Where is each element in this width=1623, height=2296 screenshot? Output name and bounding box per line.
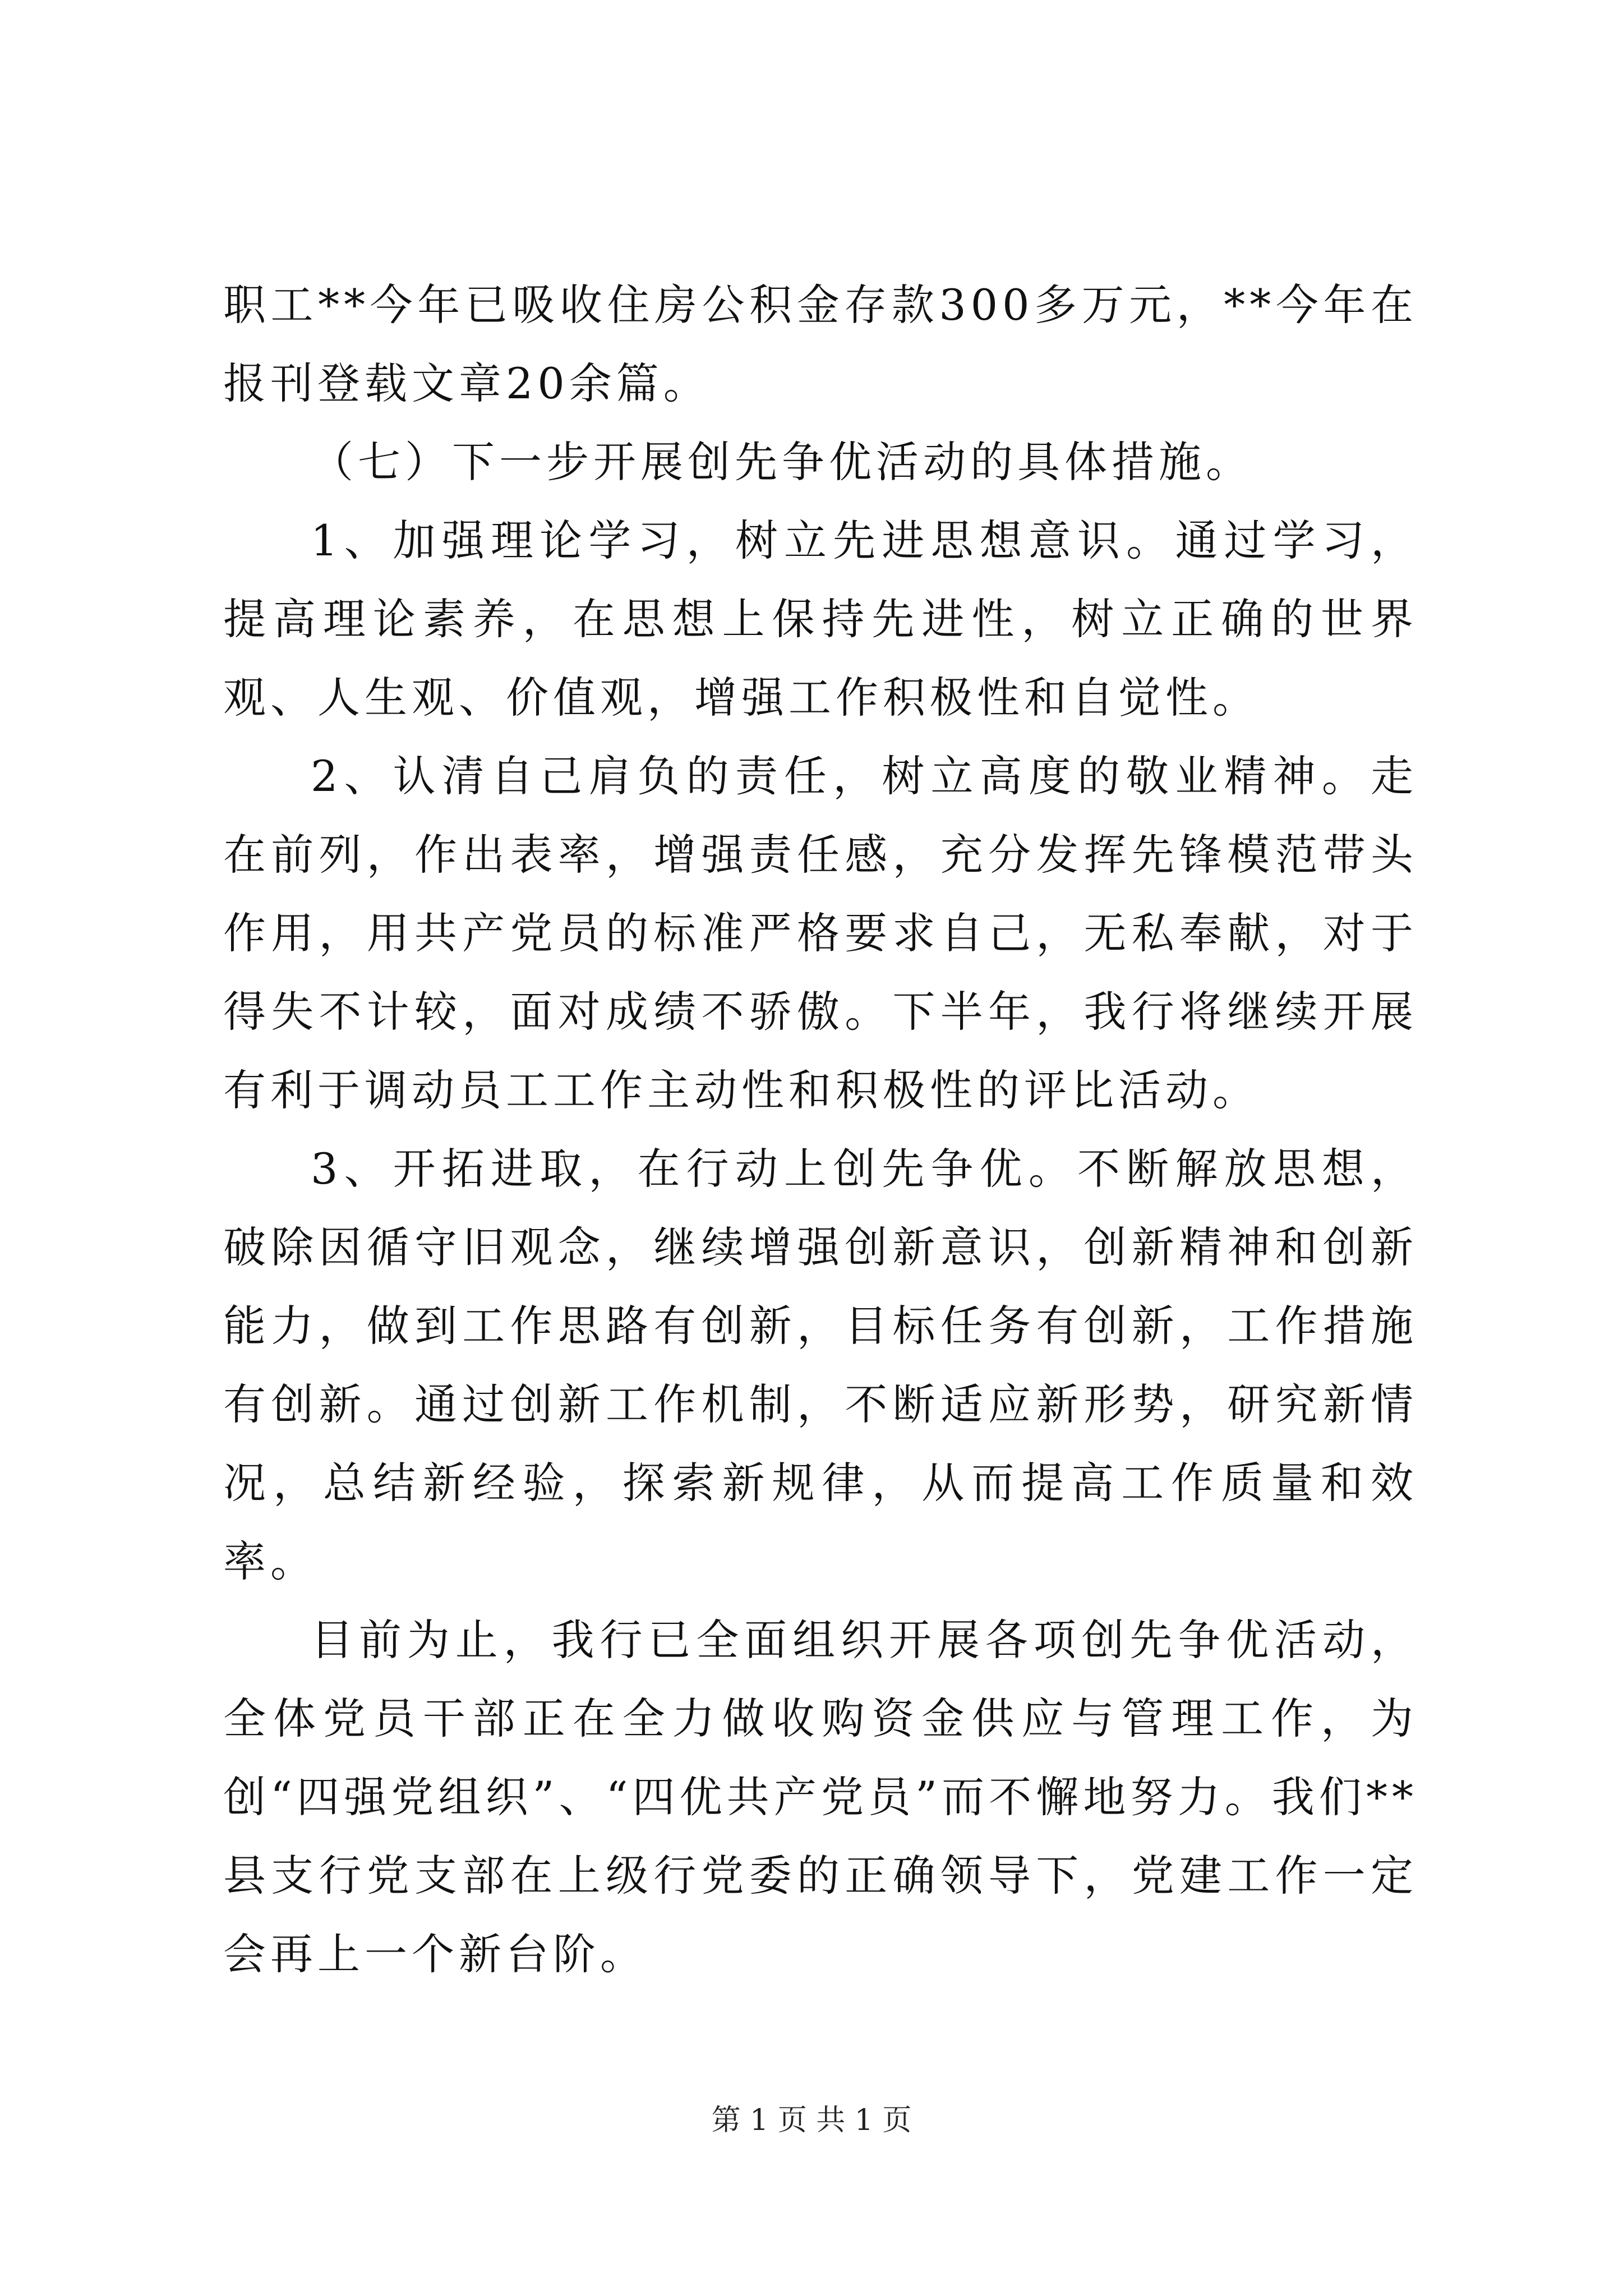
section-heading: （七）下一步开展创先争优活动的具体措施。: [311, 437, 1253, 487]
paragraph-conclusion: 目前为止，我行已全面组织开展各项创先争优活动，全体党员干部正在全力做收购资金供应与管理工作，为创“四强党组织”、“四优共产党员”而不懈地努力。我们**县支行党支部在上级行党委的正确领导下，党建工作一定会再上一个新台阶。: [223, 1615, 1418, 1979]
document-body: [223, 266, 1418, 1994]
paragraph-measure-3: 3、开拓进取，在行动上创先争优。不断解放思想，破除因循守旧观念，继续增强创新意识，创新精神和创新能力，做到工作思路有创新，目标任务有创新，工作措施有创新。通过创新工作机制，不断适应新形势，研究新情况，总结新经验，探索新规律，从而提高工作质量和效率。: [223, 1144, 1418, 1586]
page-footer: 第 1 页 共 1 页: [711, 2104, 912, 2137]
paragraph-measure-2: 2、认清自己肩负的责任，树立高度的敬业精神。走在前列，作出表率，增强责任感，充分发挥先锋模范带头作用，用共产党员的标准严格要求自己，无私奉献，对于得失不计较，面对成绩不骄傲。下半年，我行将继续开展有利于调动员工工作主动性和积极性的评比活动。: [223, 751, 1418, 1115]
paragraph-measure-1: 1、加强理论学习，树立先进思想意识。通过学习，提高理论素养，在思想上保持先进性，树立正确的世界观、人生观、价值观，增强工作积极性和自觉性。: [223, 516, 1418, 723]
paragraph-continuation: 职工**今年已吸收住房公积金存款300多万元，**今年在报刊登载文章20余篇。: [223, 280, 1418, 408]
